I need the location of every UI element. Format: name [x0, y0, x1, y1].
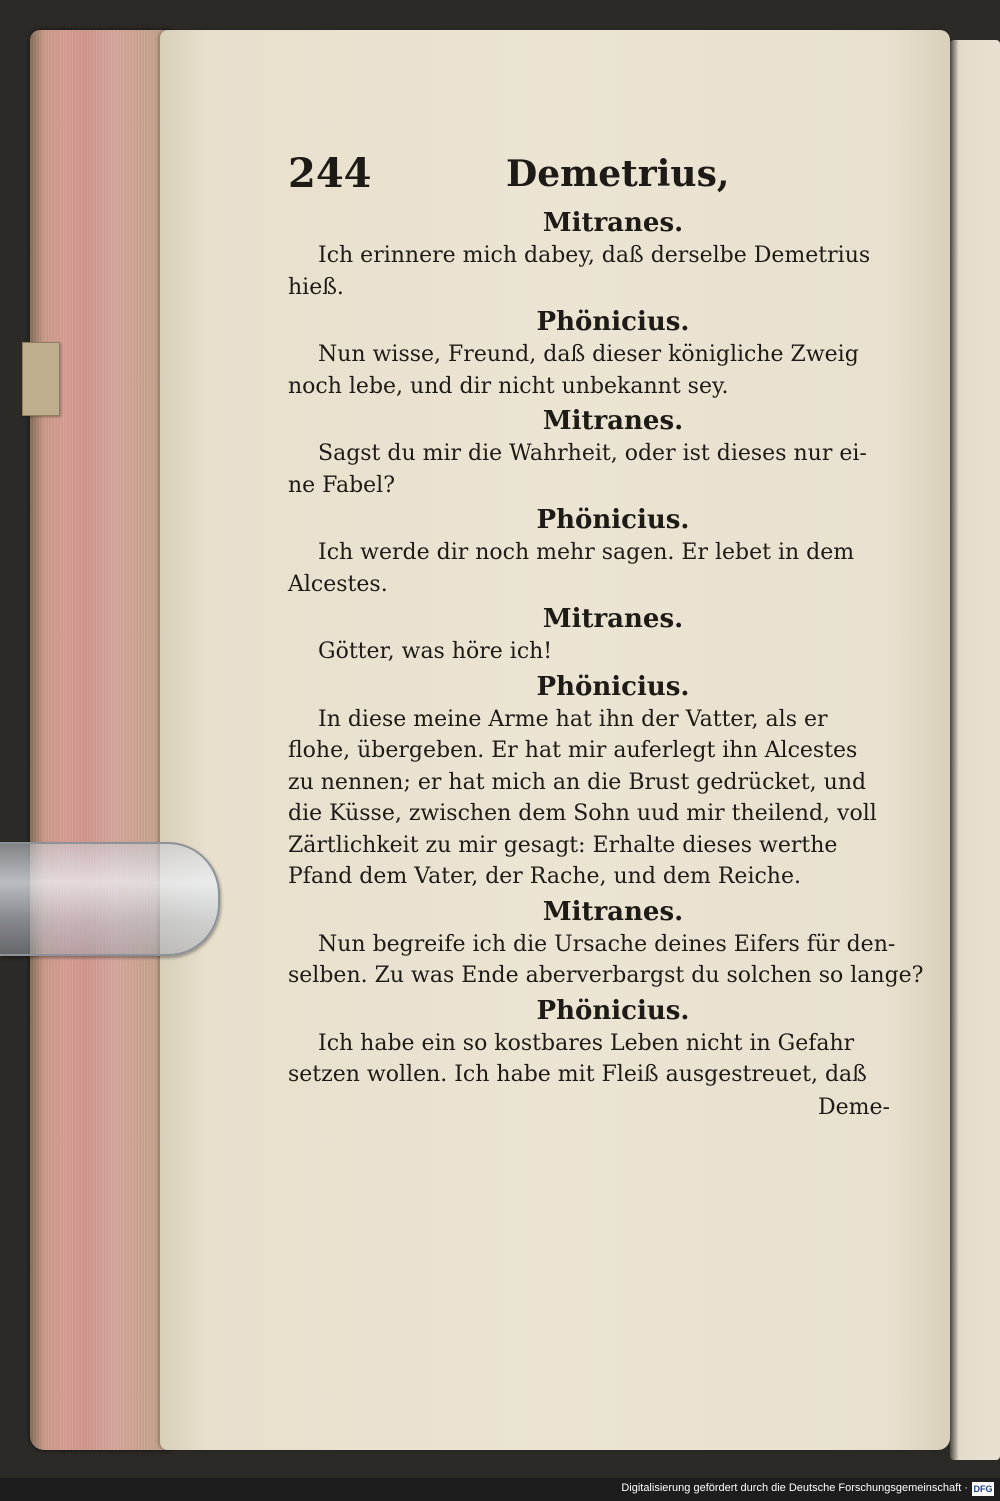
page-clip	[0, 842, 220, 956]
speech-line: Nun wisse, Freund, daß dieser königliche Zweig	[318, 342, 859, 367]
dialogue-block	[288, 994, 908, 1091]
speech-line: Nun begreife ich die Ursache deines Eifers für den-	[318, 931, 896, 957]
dialogue-block	[288, 670, 908, 893]
speaker-name: Phönicius.	[536, 671, 690, 702]
dialogue-block	[288, 503, 908, 600]
page-tab-marker	[22, 342, 60, 416]
speech-line: Ich habe ein so kostbares Leben nicht in Gefahr	[318, 1030, 855, 1056]
speech-line: flohe, übergeben. Er hat mir auferlegt ihn Alcestes	[288, 738, 858, 763]
speaker-name: Phönicius.	[536, 505, 690, 535]
speech-line: selben. Zu was Ende aberverbargst du solchen so lange?	[288, 963, 924, 988]
speech-line: In diese meine Arme hat ihn der Vatter, als er	[318, 706, 828, 732]
speech-line: Pfand dem Vater, der Rache, und dem Reiche.	[288, 864, 801, 889]
speech-line: zu nennen; er hat mich an die Brust gedrücket, und	[288, 769, 867, 795]
speech-line: Zärtlichkeit zu mir gesagt: Erhalte dieses werthe	[288, 832, 838, 858]
dialogue-block	[288, 206, 908, 303]
speech-line: Alcestes.	[288, 571, 388, 597]
dfg-logo-icon: DFG	[973, 1484, 993, 1494]
speech-line: Ich erinnere mich dabey, daß derselbe Demetrius	[318, 243, 871, 268]
page-text	[288, 150, 924, 1127]
page-header	[288, 150, 908, 204]
page-number: 244	[288, 150, 372, 197]
catchword: Deme-	[818, 1094, 890, 1120]
speech-line: hieß.	[288, 274, 344, 300]
speech-line: setzen wollen. Ich habe mit Fleiß ausgestreuet, daß	[288, 1062, 867, 1087]
speaker-name: Mitranes.	[542, 896, 684, 927]
speaker-name: Phönicius.	[536, 307, 690, 337]
running-head: Demetrius,	[506, 153, 730, 195]
speaker-name: Mitranes.	[542, 406, 684, 436]
speech-line: noch lebe, und dir nicht unbekannt sey.	[288, 373, 729, 399]
speech-line: Götter, was höre ich!	[318, 639, 553, 664]
dialogue-block	[288, 895, 924, 992]
dialogue-block	[288, 305, 908, 402]
speech-line: ne Fabel?	[288, 472, 396, 498]
footer-bar	[0, 1478, 1000, 1501]
funding-credit: Digitalisierung gefördert durch die Deutsche Forschungsgemeinschaft ·	[621, 1482, 968, 1494]
dialogue-block	[288, 602, 908, 668]
catchword-line	[288, 1091, 908, 1127]
speaker-name: Phönicius.	[536, 995, 690, 1026]
speech-line: die Küsse, zwischen dem Sohn uud mir theilend, voll	[288, 801, 877, 826]
speech-line: Ich werde dir noch mehr sagen. Er lebet in dem	[318, 540, 855, 565]
speaker-name: Mitranes.	[542, 604, 684, 634]
speaker-name: Mitranes.	[542, 208, 684, 238]
dialogue-block	[288, 404, 908, 501]
book-fore-edge	[30, 30, 170, 1450]
speech-line: Sagst du mir die Wahrheit, oder ist dieses nur ei-	[318, 441, 867, 466]
facing-page-edge	[950, 40, 1000, 1460]
